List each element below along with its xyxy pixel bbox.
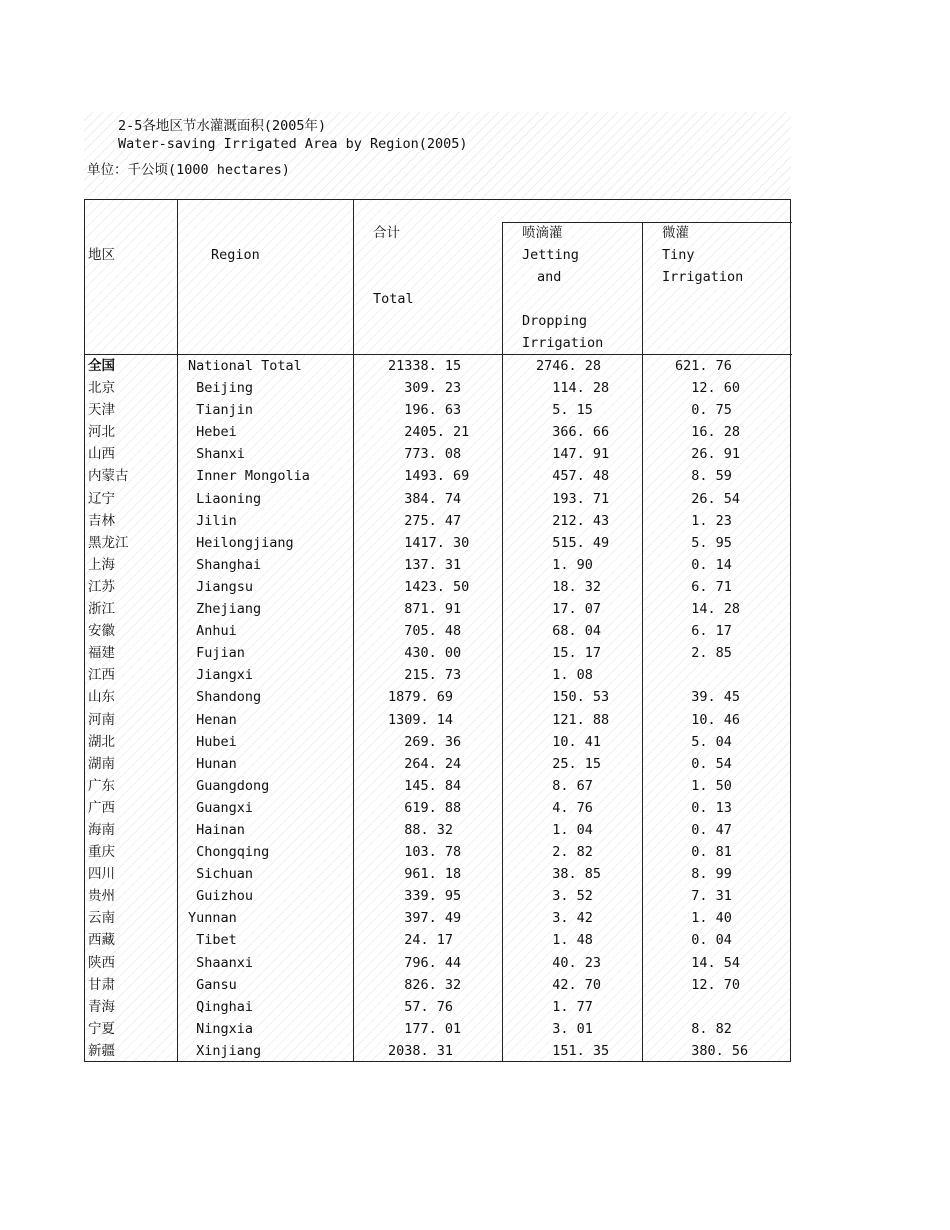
- tiny-irrigation-cell: 0. 14: [675, 556, 732, 573]
- region-cn-cell: 湖北: [88, 733, 115, 750]
- table-row: [85, 510, 790, 532]
- table-row: [85, 797, 790, 819]
- total-cell: 275. 47: [388, 512, 462, 529]
- table-row: [85, 576, 790, 598]
- jetting-dropping-cell: 2. 82: [536, 844, 593, 861]
- jetting-dropping-cell: 193. 71: [536, 490, 610, 507]
- jetting-dropping-cell: 515. 49: [536, 534, 610, 551]
- tiny-irrigation-cell: 8. 59: [675, 468, 732, 485]
- region-cn-cell: 黑龙江: [88, 534, 129, 551]
- jetting-dropping-cell: 366. 66: [536, 424, 610, 441]
- region-cn-cell: 山东: [88, 689, 115, 706]
- tiny-irrigation-cell: 0. 04: [675, 932, 732, 949]
- total-cell: 269. 36: [388, 733, 462, 750]
- header-jd-en3: Dropping: [522, 313, 588, 329]
- total-cell: 88. 32: [388, 821, 454, 838]
- total-cell: 177. 01: [388, 1020, 462, 1037]
- region-en-cell: Sichuan: [188, 866, 254, 883]
- jetting-dropping-cell: 18. 32: [536, 578, 602, 595]
- region-cn-cell: 天津: [88, 402, 115, 419]
- table-row: [85, 686, 790, 708]
- tiny-irrigation-cell: 12. 70: [675, 976, 741, 993]
- table-row: [85, 642, 790, 664]
- region-cn-cell: 福建: [88, 645, 115, 662]
- region-en-cell: Xinjiang: [188, 1042, 262, 1059]
- jetting-dropping-cell: 1. 77: [536, 998, 593, 1015]
- total-cell: 619. 88: [388, 799, 462, 816]
- jetting-dropping-cell: 151. 35: [536, 1042, 610, 1059]
- total-cell: 196. 63: [388, 402, 462, 419]
- region-en-cell: Shanghai: [188, 556, 262, 573]
- table-row: [85, 465, 790, 487]
- tiny-irrigation-cell: 621. 76: [675, 358, 732, 374]
- total-cell: 796. 44: [388, 954, 462, 971]
- jetting-dropping-cell: 1. 08: [536, 667, 593, 684]
- table-row: [85, 532, 790, 554]
- tiny-irrigation-cell: 0. 47: [675, 821, 732, 838]
- tiny-irrigation-cell: 6. 17: [675, 623, 732, 640]
- total-cell: 2038. 31: [388, 1042, 454, 1059]
- jetting-dropping-cell: 114. 28: [536, 380, 610, 397]
- jetting-dropping-cell: 1. 90: [536, 556, 593, 573]
- total-cell: 1879. 69: [388, 689, 454, 706]
- table-row: [85, 355, 790, 377]
- jetting-dropping-cell: 15. 17: [536, 645, 602, 662]
- total-cell: 1493. 69: [388, 468, 470, 485]
- region-cn-cell: 宁夏: [88, 1020, 115, 1037]
- tiny-irrigation-cell: 1. 40: [675, 910, 732, 927]
- table-row: [85, 443, 790, 465]
- header-jd-en4: Irrigation: [522, 335, 604, 351]
- data-table: [84, 200, 791, 1062]
- table-row: [85, 929, 790, 951]
- region-en-cell: Chongqing: [188, 844, 270, 861]
- table-row: [85, 885, 790, 907]
- jetting-dropping-cell: 1. 48: [536, 932, 593, 949]
- table-row: [85, 377, 790, 399]
- total-cell: 1417. 30: [388, 534, 470, 551]
- jetting-dropping-cell: 10. 41: [536, 733, 602, 750]
- tiny-irrigation-cell: 26. 54: [675, 490, 741, 507]
- total-cell: 309. 23: [388, 380, 462, 397]
- tiny-irrigation-cell: 380. 56: [675, 1042, 749, 1059]
- region-cn-cell: 北京: [88, 380, 115, 397]
- jetting-dropping-cell: 17. 07: [536, 601, 602, 618]
- total-cell: 339. 95: [388, 888, 462, 905]
- table-row: [85, 731, 790, 753]
- region-cn-cell: 贵州: [88, 888, 115, 905]
- table-row: [85, 598, 790, 620]
- jetting-dropping-cell: 68. 04: [536, 623, 602, 640]
- table-row: [85, 1040, 790, 1062]
- region-en-cell: Henan: [188, 711, 237, 728]
- region-en-cell: Anhui: [188, 623, 237, 640]
- region-cn-cell: 重庆: [88, 844, 115, 861]
- total-cell: 57. 76: [388, 998, 454, 1015]
- region-cn-cell: 河北: [88, 424, 115, 441]
- region-en-cell: Hunan: [188, 755, 237, 772]
- region-cn-cell: 湖南: [88, 755, 115, 772]
- total-cell: 21338. 15: [388, 358, 462, 374]
- total-cell: 826. 32: [388, 976, 462, 993]
- total-cell: 2405. 21: [388, 424, 470, 441]
- tiny-irrigation-cell: 14. 28: [675, 601, 741, 618]
- region-en-cell: Beijing: [188, 380, 254, 397]
- region-en-cell: Guangdong: [188, 777, 270, 794]
- tiny-irrigation-cell: 5. 04: [675, 733, 732, 750]
- total-cell: 773. 08: [388, 446, 462, 463]
- table-row: [85, 554, 790, 576]
- tiny-irrigation-cell: 12. 60: [675, 380, 741, 397]
- tiny-irrigation-cell: 8. 82: [675, 1020, 732, 1037]
- region-en-cell: Gansu: [188, 976, 237, 993]
- table-row: [85, 753, 790, 775]
- region-en-cell: Hainan: [188, 821, 245, 838]
- region-cn-cell: 上海: [88, 556, 115, 573]
- jetting-dropping-cell: 121. 88: [536, 711, 610, 728]
- table-title-en: Water-saving Irrigated Area by Region(2005): [118, 136, 468, 152]
- jetting-dropping-cell: 5. 15: [536, 402, 593, 419]
- region-en-cell: Guangxi: [188, 799, 254, 816]
- region-en-cell: Shanxi: [188, 446, 245, 463]
- region-en-cell: Qinghai: [188, 998, 254, 1015]
- region-en-cell: Tianjin: [188, 402, 254, 419]
- region-en-cell: Shandong: [188, 689, 262, 706]
- region-cn-cell: 海南: [88, 821, 115, 838]
- header-jd-cn: 喷滴灌: [522, 225, 563, 241]
- region-cn-cell: 山西: [88, 446, 115, 463]
- region-cn-cell: 江西: [88, 667, 115, 684]
- total-cell: 705. 48: [388, 623, 462, 640]
- tiny-irrigation-cell: 0. 81: [675, 844, 732, 861]
- header-jd-en1: Jetting: [522, 247, 579, 263]
- region-en-cell: National Total: [188, 358, 302, 374]
- tiny-irrigation-cell: 6. 71: [675, 578, 732, 595]
- jetting-dropping-cell: 1. 04: [536, 821, 593, 838]
- region-en-cell: Jiangxi: [188, 667, 254, 684]
- jetting-dropping-cell: 3. 01: [536, 1020, 593, 1037]
- region-en-cell: Hebei: [188, 424, 237, 441]
- total-cell: 215. 73: [388, 667, 462, 684]
- header-region-cn: 地区: [88, 247, 115, 263]
- jetting-dropping-cell: 457. 48: [536, 468, 610, 485]
- jetting-dropping-cell: 25. 15: [536, 755, 602, 772]
- tiny-irrigation-cell: 7. 31: [675, 888, 732, 905]
- region-cn-cell: 安徽: [88, 623, 115, 640]
- region-en-cell: Tibet: [188, 932, 237, 949]
- header-total-cn: 合计: [373, 225, 400, 241]
- table-row: [85, 664, 790, 686]
- jetting-dropping-cell: 40. 23: [536, 954, 602, 971]
- region-en-cell: Fujian: [188, 645, 245, 662]
- region-cn-cell: 河南: [88, 711, 115, 728]
- total-cell: 384. 74: [388, 490, 462, 507]
- table-row: [85, 1018, 790, 1040]
- jetting-dropping-cell: 38. 85: [536, 866, 602, 883]
- region-cn-cell: 全国: [88, 358, 115, 374]
- region-cn-cell: 陕西: [88, 954, 115, 971]
- jetting-dropping-cell: 8. 67: [536, 777, 593, 794]
- region-en-cell: Ningxia: [188, 1020, 254, 1037]
- total-cell: 961. 18: [388, 866, 462, 883]
- tiny-irrigation-cell: 5. 95: [675, 534, 732, 551]
- header-mi-en1: Tiny: [662, 247, 695, 263]
- region-en-cell: Liaoning: [188, 490, 262, 507]
- table-row: [85, 709, 790, 731]
- region-en-cell: Heilongjiang: [188, 534, 294, 551]
- header-mi-cn: 微灌: [662, 225, 689, 241]
- table-row: [85, 620, 790, 642]
- total-cell: 430. 00: [388, 645, 462, 662]
- table-row: [85, 996, 790, 1018]
- header-total-en: Total: [373, 291, 414, 307]
- total-cell: 103. 78: [388, 844, 462, 861]
- jetting-dropping-cell: 2746. 28: [536, 358, 602, 374]
- region-cn-cell: 新疆: [88, 1042, 115, 1059]
- jetting-dropping-cell: 212. 43: [536, 512, 610, 529]
- region-cn-cell: 云南: [88, 910, 115, 927]
- region-en-cell: Guizhou: [188, 888, 254, 905]
- region-cn-cell: 甘肃: [88, 976, 115, 993]
- jetting-dropping-cell: 4. 76: [536, 799, 593, 816]
- region-cn-cell: 辽宁: [88, 490, 115, 507]
- tiny-irrigation-cell: 26. 91: [675, 446, 741, 463]
- total-cell: 137. 31: [388, 556, 462, 573]
- tiny-irrigation-cell: 0. 13: [675, 799, 732, 816]
- tiny-irrigation-cell: 1. 50: [675, 777, 732, 794]
- total-cell: 1309. 14: [388, 711, 454, 728]
- total-cell: 1423. 50: [388, 578, 470, 595]
- region-cn-cell: 四川: [88, 866, 115, 883]
- tiny-irrigation-cell: 0. 75: [675, 402, 732, 419]
- total-cell: 871. 91: [388, 601, 462, 618]
- tiny-irrigation-cell: 16. 28: [675, 424, 741, 441]
- table-row: [85, 488, 790, 510]
- region-en-cell: Zhejiang: [188, 601, 262, 618]
- jetting-dropping-cell: 3. 52: [536, 888, 593, 905]
- header-jd-en2: and: [537, 269, 562, 285]
- tiny-irrigation-cell: 2. 85: [675, 645, 732, 662]
- region-cn-cell: 青海: [88, 998, 115, 1015]
- total-cell: 397. 49: [388, 910, 462, 927]
- region-en-cell: Jilin: [188, 512, 237, 529]
- region-en-cell: Shaanxi: [188, 954, 254, 971]
- table-title-cn: 2-5各地区节水灌溉面积(2005年): [118, 118, 327, 134]
- table-row: [85, 952, 790, 974]
- total-cell: 264. 24: [388, 755, 462, 772]
- region-cn-cell: 吉林: [88, 512, 115, 529]
- header-region-en: Region: [211, 247, 260, 263]
- region-en-cell: Hubei: [188, 733, 237, 750]
- table-row: [85, 819, 790, 841]
- tiny-irrigation-cell: 0. 54: [675, 755, 732, 772]
- tiny-irrigation-cell: 10. 46: [675, 711, 741, 728]
- region-cn-cell: 广东: [88, 777, 115, 794]
- region-en-cell: Jiangsu: [188, 578, 254, 595]
- jetting-dropping-cell: 3. 42: [536, 910, 593, 927]
- table-row: [85, 775, 790, 797]
- tiny-irrigation-cell: 14. 54: [675, 954, 741, 971]
- table-row: [85, 421, 790, 443]
- region-cn-cell: 江苏: [88, 578, 115, 595]
- header-mi-en2: Irrigation: [662, 269, 744, 285]
- region-en-cell: Yunnan: [188, 910, 237, 927]
- jetting-dropping-cell: 147. 91: [536, 446, 610, 463]
- region-cn-cell: 广西: [88, 799, 115, 816]
- table-row: [85, 907, 790, 929]
- jetting-dropping-cell: 42. 70: [536, 976, 602, 993]
- table-row: [85, 974, 790, 996]
- table-body: [85, 355, 790, 1062]
- total-cell: 24. 17: [388, 932, 454, 949]
- table-row: [85, 863, 790, 885]
- jetting-dropping-cell: 150. 53: [536, 689, 610, 706]
- region-cn-cell: 西藏: [88, 932, 115, 949]
- region-cn-cell: 内蒙古: [88, 468, 129, 485]
- tiny-irrigation-cell: 1. 23: [675, 512, 732, 529]
- unit-label: 单位：千公顷(1000 hectares): [87, 162, 290, 178]
- table-row: [85, 841, 790, 863]
- tiny-irrigation-cell: 8. 99: [675, 866, 732, 883]
- total-cell: 145. 84: [388, 777, 462, 794]
- region-en-cell: Inner Mongolia: [188, 468, 310, 485]
- tiny-irrigation-cell: 39. 45: [675, 689, 741, 706]
- region-cn-cell: 浙江: [88, 601, 115, 618]
- table-row: [85, 399, 790, 421]
